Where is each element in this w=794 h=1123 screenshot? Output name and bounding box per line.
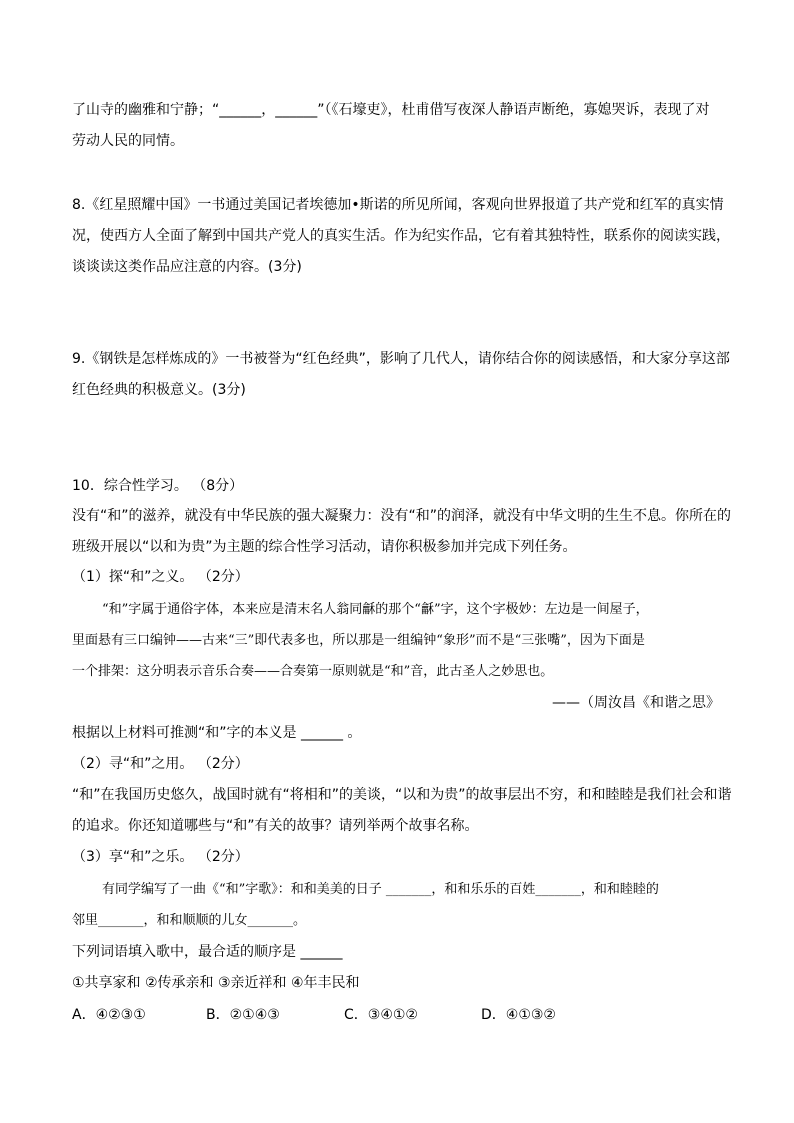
text-line-poem-end: 劳动人民的同情。 [72,133,184,149]
subquestion-1-question: 根据以上材料可推测“和”字的本义是 ______ 。 [72,725,362,741]
question-10-line-1: 没有“和”的滋养，就没有中华民族的强大凝聚力：没有“和”的润泽，就没有中华文明的生生不息。你所在的 [72,508,732,524]
subquestion-2-title: （2）寻“和”之用。 （2分） [72,756,249,772]
quote-source: ——（周汝昌《和谐之思》 [552,695,720,711]
fill-question: 下列词语填入歌中，最合适的顺序是 ______ [72,944,343,960]
subquestion-2-line-2: 的追求。你还知道哪些与“和”有关的故事？请列举两个故事名称。 [72,818,479,834]
phrase-list: ①共享家和 ②传承亲和 ③亲近祥和 ④年丰民和 [72,975,360,991]
option-b[interactable]: B．②①④③ [206,1007,280,1023]
question-10-title: 10．综合性学习。 （8分） [72,478,244,494]
question-9-line-1: 9.《钢铁是怎样炼成的》一书被誉为“红色经典”，影响了几代人，请你结合你的阅读感悟，和大家分享这部 [72,351,730,367]
question-9-line-2: 红色经典的积极意义。(3分) [72,382,246,398]
question-8-line-1: 8.《红星照耀中国》一书通过美国记者埃德加•斯诺的所见所闻，客观向世界报道了共产党和红军的真实情 [72,197,724,213]
subquestion-1-title: （1）探“和”之义。 （2分） [72,569,249,585]
question-8-line-3: 谈谈读这类作品应注意的内容。(3分) [72,259,302,275]
subquestion-3-title: （3）享“和”之乐。 （2分） [72,849,249,865]
option-a[interactable]: A．④②③① [72,1007,146,1023]
question-10-line-2: 班级开展以“以和为贵”为主题的综合性学习活动，请你积极参加并完成下列任务。 [72,539,577,555]
option-d[interactable]: D．④①③② [481,1007,556,1023]
quote-line-3: 一个排架：这分明表示音乐合奏——合奏第一原则就是“和”音，此古圣人之妙思也。 [72,664,554,679]
text-line-poem-fill: 了山寺的幽雅和宁静；“______，______”（《石壕吏》，杜甫借写夜深人静语声断绝，寡媳哭诉，表现了对 [72,102,710,118]
question-8-line-2: 况，使西方人全面了解到中国共产党人的真实生活。作为纪实作品，它有着其独特性，联系你的阅读实践， [72,228,730,244]
option-c[interactable]: C．③④①② [344,1007,418,1023]
quote-line-1: “和”字属于通俗字体，本来应是清末名人翁同龢的那个“龢”字，这个字极妙：左边是一间屋子， [102,602,649,617]
song-line-1: 有同学编写了一曲《“和”字歌》：和和美美的日子 _______，和和乐乐的百姓_______，和和睦睦的 [102,882,659,897]
quote-line-2: 里面悬有三口编钟——古来“三”即代表多也，所以那是一组编钟“象形”而不是“三张嘴”，因为下面是 [72,633,645,648]
song-line-2: 邻里_______，和和顺顺的儿女_______。 [72,913,307,928]
subquestion-2-line-1: “和”在我国历史悠久，战国时就有“将相和”的美谈，“以和为贵”的故事层出不穷，和和睦睦是我们社会和谐 [72,787,732,803]
